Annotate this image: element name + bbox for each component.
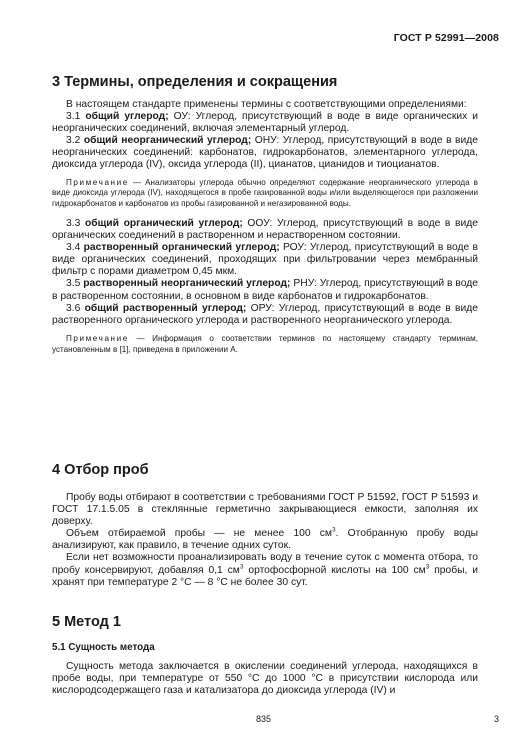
term-number: 3.4 [66,242,81,254]
footer-center-number: 835 [256,714,272,724]
note-2 [52,334,478,356]
note-text: — Информация о соответствии терминов по настоящему стандарту терминам, установленным в [1], приведена в приложении А. [52,333,478,354]
term-3-3 [52,218,478,242]
term-number: 3.5 [66,278,81,290]
section-3-body [52,99,478,355]
note-label: Примечание [66,333,129,343]
text-run: Если нет возможности проанализировать воду в течение суток с момента отбора, то пробу консервируют, добавляя 0,1 см [52,552,478,576]
document-header: ГОСТ Р 52991—2008 [393,32,499,44]
term-3-5 [52,278,478,302]
term-name: общий углерод; [85,111,169,123]
term-definition: ООУ: Углерод, присутствующий в воде в виде органических соединений в растворенном и нерастворенном состоянии. [52,217,478,242]
term-definition: ОРУ: Углерод, присутствующий в воде в виде растворенного органического углерода и растворенного неорганического углерода. [52,302,478,326]
text-run: . Отобранную пробу воды анализируют, как правило, в течение одних суток. [52,528,478,552]
section-3-intro: В настоящем стандарте применены термины с соответствующими определениями: [66,99,467,110]
text-run: Объем отбираемой пробы — не менее 100 см [66,528,332,540]
term-number: 3.3 [66,217,81,229]
term-definition: ОНУ: Углерод, присутствующий в воде в виде неорганических соединений: карбонатов, гидрокарбонатов, элементарного углерода, диоксида углерода (IV), оксида углерода (II), цианатов, цианидов и тиоцианатов. [52,135,478,171]
term-number: 3.2 [66,135,81,147]
term-definition: ОУ: Углерод, присутствующий в воде в виде органических и неорганических соединений, включая элементарный углерод. [52,111,478,135]
term-definition: РНУ: Углерод, присутствующий в воде в растворенном состоянии, в основном в виде карбонатов и гидрокарбонатов. [52,278,478,302]
section-4-para-1: Пробу воды отбирают в соответствии с требованиями ГОСТ Р 51592, ГОСТ Р 51593 и ГОСТ 17.1.5.05 в стеклянные герметично закрывающиеся емкости, заполняя их доверху. [52,492,478,528]
section-5-para-1: Сущность метода заключается в окислении соединений углерода, находящихся в пробе воды, при температуре от 550 °С до 1000 °С в присутствии кислорода или кислородсодержащего газа и катализатора до диоксида углерода (IV) и [52,661,478,697]
page-number: 3 [493,714,499,724]
term-3-4 [52,242,478,278]
note-text: — Анализаторы углерода обычно определяют содержание неорганического углерода в виде диоксида углерода (IV), находящегося в пробе газированной воды и/или выделяющегося при разложении гидрокарбонатов и карбонатов из пробы газированной и негазированной воды. [52,177,478,209]
text-run: ортофосфорной кислоты на 100 см [243,564,426,576]
superscript: 3 [425,563,430,571]
term-name: общий неорганический углерод; [83,135,252,147]
subsection-5-1-heading: 5.1 Сущность метода [52,642,155,653]
term-number: 3.1 [66,111,81,123]
section-3-heading: 3 Термины, определения и сокращения [52,74,338,90]
superscript: 3 [331,526,336,534]
term-3-1 [52,111,478,135]
term-name: общий растворенный углерод; [84,302,247,314]
note-label: Примечание [66,177,129,187]
term-3-6 [52,303,478,327]
section-4-heading: 4 Отбор проб [52,462,149,478]
section-4-para-3 [52,552,478,588]
term-name: растворенный органический углерод; [83,242,280,254]
term-definition: РОУ: Углерод, присутствующий в воде в виде органических соединений, проходящих при фильтровании через мембранный фильтр с порами диаметром 0,45 мкм. [52,242,478,278]
term-name: общий органический углерод; [84,217,243,229]
term-number: 3.6 [66,302,81,314]
superscript: 3 [239,563,244,571]
text-run: пробы, и хранят при температуре 2 °С — 8 °С не более 30 сут. [52,564,479,588]
note-1 [52,178,478,210]
section-5-body [52,661,478,697]
section-4-body [52,492,478,589]
section-4-para-2 [52,528,478,552]
section-5-heading: 5 Метод 1 [52,614,121,630]
term-3-2 [52,135,478,171]
term-name: растворенный неорганический углерод; [83,278,291,290]
